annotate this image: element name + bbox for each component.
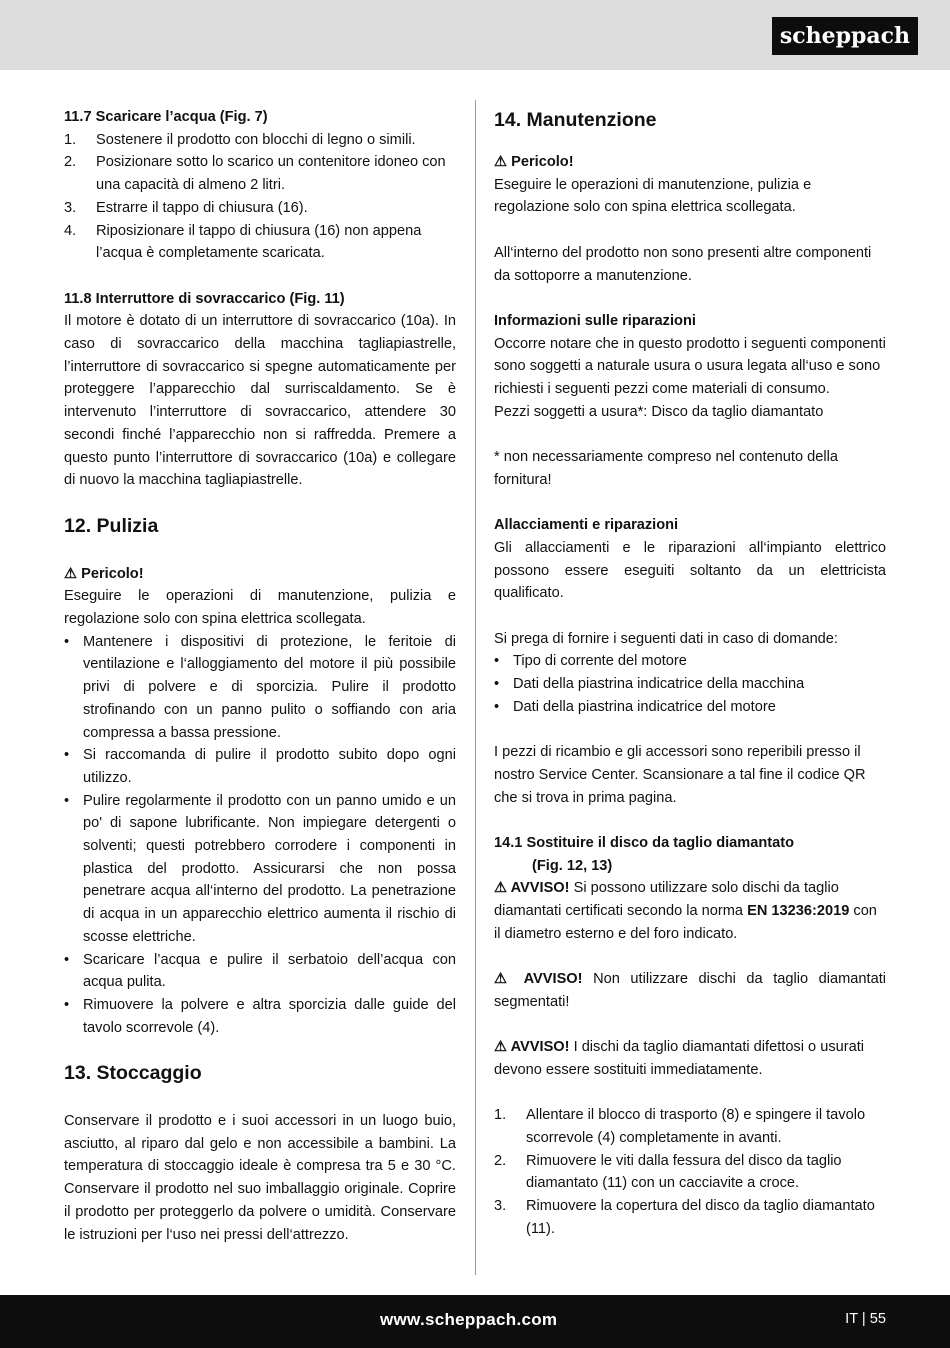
- danger-warning: ⚠ Pericolo!: [494, 154, 574, 170]
- list-item: • Pulire regolarmente il prodotto con un panno umido e un po' di sapone lubrificante. Non impiegare detergenti o solventi; questi potrebbero corrodere i componenti in plastica del prodotto. Assicurarsi che non possa penetrare acqua all‘interno del prodotto. La penetrazione di acqua in un apparecchio elettrico aumenta il rischio di scosse elettriche.: [64, 792, 456, 945]
- scheppach-logo: scheppach: [772, 17, 918, 55]
- page-number: IT | 55: [845, 1311, 886, 1327]
- danger-warning: ⚠ Pericolo!: [64, 565, 144, 582]
- warning-note-3: ⚠ AVVISO! I dischi da taglio diamantati difettosi o usurati devono essere sostituiti immediatamente.: [494, 1039, 865, 1078]
- list-item: • Scaricare l’acqua e pulire il serbatoio dell’acqua con acqua pulita.: [64, 951, 456, 991]
- section-11-7-steps: [64, 129, 456, 265]
- list-item: 3. Rimuovere la copertura del disco da taglio diamantato (11).: [494, 1198, 875, 1237]
- list-item: 1. Allentare il blocco di trasporto (8) e spingere il tavolo scorrevole (4) completamente in avanti.: [494, 1107, 866, 1147]
- footnote-text: * non necessariamente compreso nel contenuto della fornitura!: [494, 449, 838, 488]
- connections-text: Gli allacciamenti e le riparazioni all‘impianto elettrico possono essere eseguiti soltanto da un elettricista qualificato.: [494, 539, 886, 602]
- list-item: 4. Riposizionare il tappo di chiusura (16) non appena l’acqua è completamente scaricata.: [64, 222, 422, 262]
- section-14-1-figref: (Fig. 12, 13): [532, 857, 613, 874]
- connections-title: Allacciamenti e riparazioni: [494, 517, 679, 534]
- list-item: • Dati della piastrina indicatrice della macchina: [494, 676, 805, 693]
- section-12-heading: 12. Pulizia: [64, 514, 159, 537]
- section-14-heading: 14. Manutenzione: [494, 109, 657, 131]
- right-column: [494, 106, 886, 1241]
- section-11-8-text: Il motore è dotato di un interruttore di sovraccarico (10a). In caso di sovraccarico della macchina tagliapiastrelle, l’interruttore di sovraccarico si spegne automaticamente per proteggere l’apparecchio dal surriscaldamento. Se è intervenuto l’interruttore di sovraccarico, attendere 30 secondi finché l’apparecchio non si raffredda. Premere a questo punto l’interruttore di sovraccarico (10a) e collegare di nuovo la macchina tagliapiastrelle.: [64, 313, 456, 489]
- warning-note-2: ⚠ AVVISO! Non utilizzare dischi da taglio diamantati segmentati!: [494, 971, 886, 1010]
- left-column: [64, 106, 456, 1246]
- questions-bullets: [494, 650, 886, 718]
- warning-note-1: ⚠ AVVISO! Si possono utilizzare solo dischi da taglio diamantati certificati secondo la norma EN 13236:2019 con il diametro esterno e del foro indicato.: [494, 880, 877, 942]
- list-item: • Rimuovere la polvere e altra sporcizia dalle guide del tavolo scorrevole (4).: [64, 996, 456, 1036]
- list-item: • Dati della piastrina indicatrice del motore: [494, 698, 776, 715]
- section-12-bullets: [64, 631, 456, 1040]
- page-header: [0, 0, 950, 70]
- website-link[interactable]: www.scheppach.com: [380, 1310, 558, 1329]
- questions-intro: Si prega di fornire i seguenti dati in caso di domande:: [494, 630, 838, 647]
- list-item: 1. Sostenere il prodotto con blocchi di legno o simili.: [64, 131, 416, 148]
- section-14-1-steps: [494, 1104, 886, 1240]
- section-14-1-title: 14.1 Sostituire il disco da taglio diamantato: [494, 834, 795, 851]
- list-item: 2. Posizionare sotto lo scarico un contenitore idoneo con una capacità di almeno 2 litri.: [64, 154, 446, 194]
- list-item: 3. Estrarre il tappo di chiusura (16).: [64, 199, 308, 216]
- section-13-text: Conservare il prodotto e i suoi accessori in un luogo buio, asciutto, al riparo dal gelo e non accessibile a bambini. La temperatura di stoccaggio ideale è compresa tra 5 e 30 °C. Conservare il prodotto nel suo imballaggio originale. Coprire il prodotto per proteggerlo da polvere o umidità. Conservare le istruzioni per l‘uso nei pressi dell‘attrezzo.: [64, 1113, 456, 1243]
- list-item: • Tipo di corrente del motore: [494, 653, 687, 670]
- section-13-heading: 13. Stoccaggio: [64, 1062, 202, 1085]
- section-11-7-title: 11.7 Scaricare l’acqua (Fig. 7): [64, 109, 268, 125]
- spare-parts-text: I pezzi di ricambio e gli accessori sono reperibili presso il nostro Service Center. Scansionare a tal fine il codice QR che si trova in prima pagina.: [494, 744, 866, 806]
- repair-info-title: Informazioni sulle riparazioni: [494, 312, 696, 329]
- section-12-intro: Eseguire le operazioni di manutenzione, pulizia e regolazione solo con spina elettrica scollegata.: [64, 588, 456, 628]
- repair-info-text: Occorre notare che in questo prodotto i seguenti componenti sono soggetti a naturale usura o usura legata all‘uso e sono richiesti i seguenti pezzi come materiali di consumo.: [494, 335, 886, 397]
- page-footer: [0, 1295, 950, 1348]
- section-11-8-title: 11.8 Interruttore di sovraccarico (Fig. 11): [64, 290, 345, 307]
- wear-parts-text: Pezzi soggetti a usura*: Disco da taglio diamantato: [494, 403, 824, 420]
- list-item: • Mantenere i dispositivi di protezione, le feritoie di ventilazione e l‘alloggiamento del motore il più possibile privi di polvere e di sporcizia. Pulire il prodotto strofinando con un panno pulito o soffiando con aria compressa a bassa pressione.: [64, 633, 456, 741]
- section-14-text-2: All‘interno del prodotto non sono presenti altre componenti da sottoporre a manutenzione.: [494, 244, 872, 284]
- list-item: • Si raccomanda di pulire il prodotto subito dopo ogni utilizzo.: [64, 747, 456, 786]
- list-item: 2. Rimuovere le viti dalla fessura del disco da taglio diamantato (11) con un cacciavite a croce.: [494, 1152, 842, 1192]
- section-14-text-1: Eseguire le operazioni di manutenzione, pulizia e regolazione solo con spina elettrica scollegata.: [494, 176, 812, 216]
- column-divider: [475, 100, 476, 1275]
